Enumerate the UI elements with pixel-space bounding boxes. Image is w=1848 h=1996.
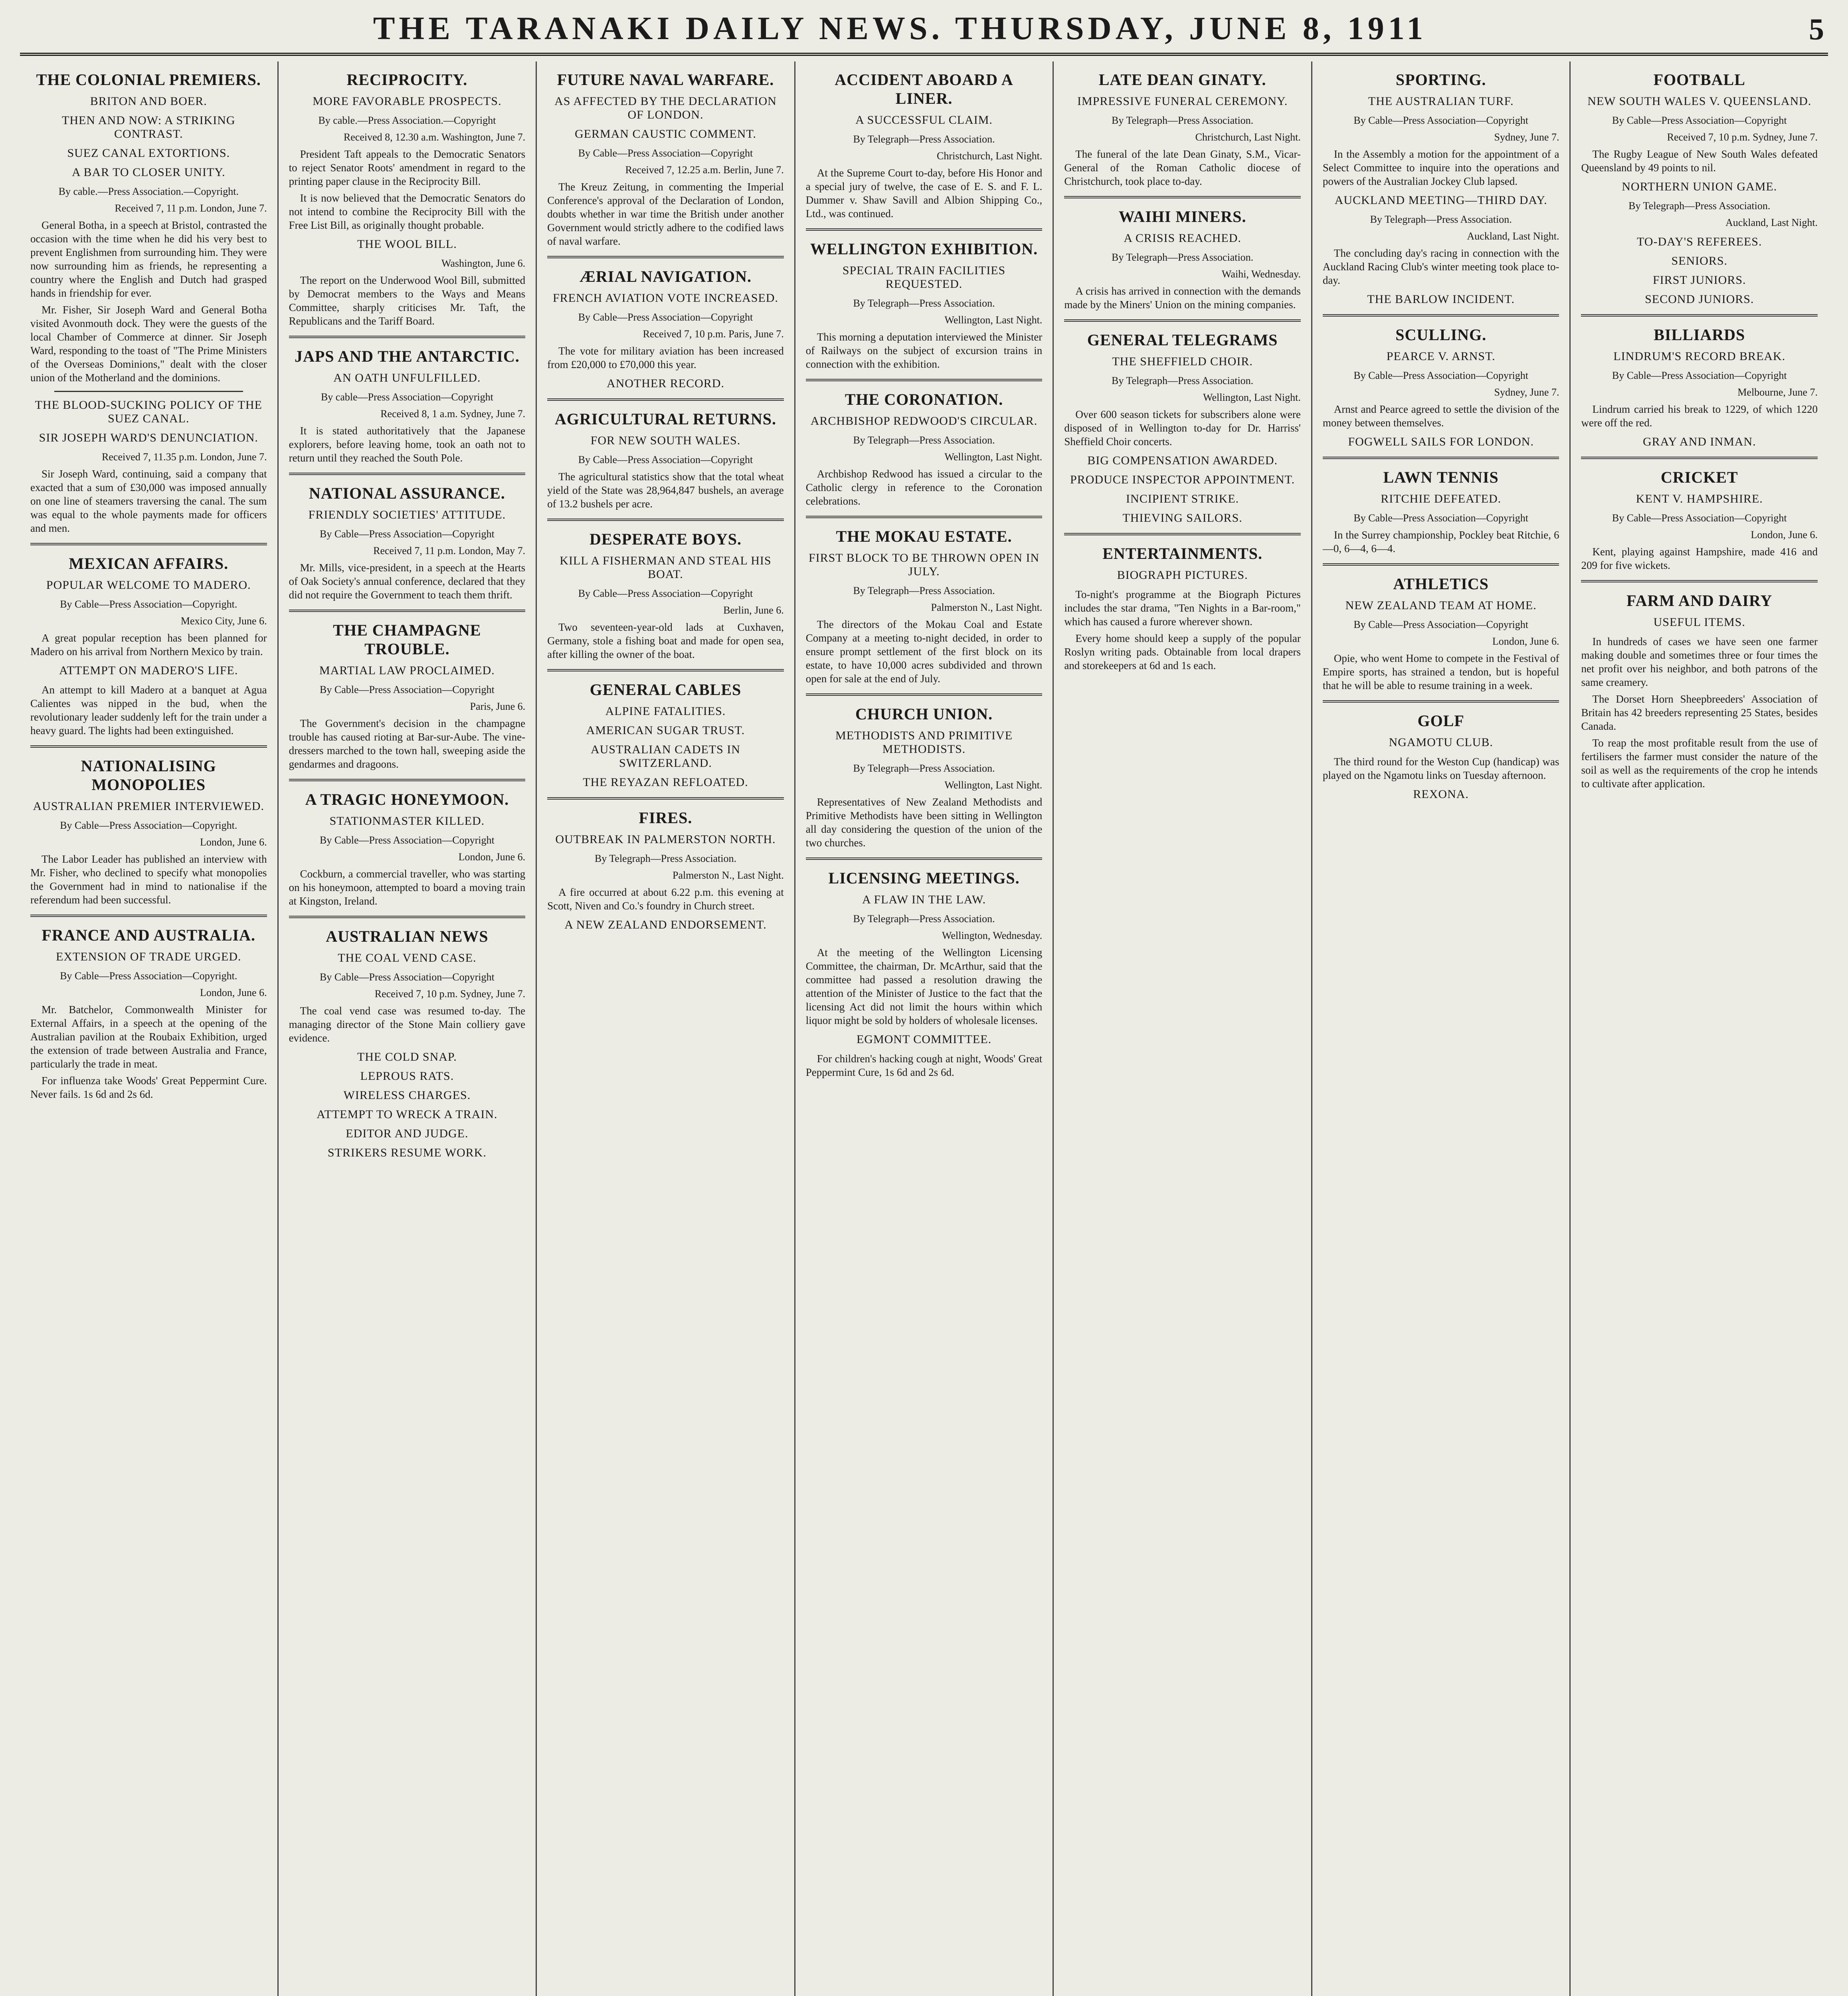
column-rule [54, 391, 243, 392]
section-subhead: FOGWELL SAILS FOR LONDON. [1348, 435, 1534, 448]
article-paragraph: A great popular reception has been planned for Madero on his arrival from Northern Mexico by train. [30, 632, 267, 657]
article-paragraph: A crisis has arrived in connection with the demands made by the Miners' Union on the mining companies. [1064, 285, 1301, 311]
section-headline: FOOTBALL [1653, 71, 1745, 89]
column-rule [547, 398, 784, 401]
column-rule [1323, 563, 1559, 566]
section-headline: WELLINGTON EXHIBITION. [810, 240, 1038, 258]
article-paragraph: Kent, playing against Hampshire, made 416 and 209 for five wickets. [1581, 546, 1818, 571]
section-subhead: ATTEMPT TO WRECK A TRAIN. [317, 1108, 498, 1121]
column-rule [1581, 314, 1818, 317]
byline: By cable—Press Association—Copyright [321, 391, 493, 403]
section-subhead: RITCHIE DEFEATED. [1381, 492, 1502, 505]
dateline: London, June 6. [1492, 636, 1559, 647]
section-subhead: PEARCE V. ARNST. [1386, 350, 1496, 363]
section-subhead: THIEVING SAILORS. [1122, 511, 1243, 525]
article-paragraph: The coal vend case was resumed to-day. The managing director of the Stone Main colliery gave evidence. [289, 1005, 526, 1044]
dateline: Palmerston N., Last Night. [931, 602, 1043, 613]
section-headline: LAWN TENNIS [1383, 468, 1499, 486]
section-subhead: BIG COMPENSATION AWARDED. [1087, 454, 1278, 467]
column-rule [1323, 700, 1559, 703]
section-headline: THE CORONATION. [845, 390, 1003, 408]
section-subhead: AUSTRALIAN CADETS IN SWITZERLAND. [590, 743, 740, 770]
byline: By cable.—Press Association.—Copyright [318, 115, 496, 126]
article-paragraph: For influenza take Woods' Great Peppermint Cure. Never fails. 1s 6d and 2s 6d. [30, 1075, 267, 1100]
dateline: Received 7, 10 p.m. Sydney, June 7. [374, 988, 526, 1000]
byline: By Telegraph—Press Association. [1112, 251, 1254, 263]
byline: By Cable—Press Association—Copyright [1353, 619, 1529, 630]
dateline: London, June 6. [200, 987, 267, 998]
byline: By Telegraph—Press Association. [594, 853, 737, 864]
dateline: Wellington, Last Night. [944, 779, 1043, 791]
dateline: Waihi, Wednesday. [1221, 268, 1301, 280]
section-headline: LICENSING MEETINGS. [828, 869, 1020, 887]
article-paragraph: The Labor Leader has published an interview with Mr. Fisher, who declined to specify what monopolies the Government had in mind to nationalise if the referendum had been successful. [30, 853, 267, 906]
section-subhead: NORTHERN UNION GAME. [1622, 180, 1777, 193]
section-headline: CRICKET [1660, 468, 1738, 486]
section-subhead: NGAMOTU CLUB. [1389, 736, 1493, 749]
section-subhead: A FLAW IN THE LAW. [862, 893, 986, 906]
byline: By cable.—Press Association.—Copyright. [58, 186, 239, 197]
article-paragraph: For children's hacking cough at night, Woods' Great Peppermint Cure, 1s 6d and 2s 6d. [805, 1053, 1043, 1078]
article-paragraph: The report on the Underwood Wool Bill, submitted by Democrat members to the Ways and Means Committee, sharply criticises Mr. Taft, the Republicans and the Tariff Board. [289, 274, 526, 327]
section-subhead: USEFUL ITEMS. [1653, 616, 1745, 629]
section-subhead: THE REYAZAN REFLOATED. [583, 776, 748, 789]
column-rule [806, 693, 1043, 696]
article-paragraph: In the Surrey championship, Pockley beat Ritchie, 6—0, 6—4, 6—4. [1322, 529, 1559, 554]
column-rule [289, 610, 526, 612]
section-subhead: NEW SOUTH WALES V. QUEENSLAND. [1587, 95, 1812, 108]
dateline: Wellington, Last Night. [1203, 392, 1301, 403]
dateline: Wellington, Wednesday. [942, 930, 1043, 941]
article-paragraph: In the Assembly a motion for the appointment of a Select Committee to inquire into the operations and powers of the Australian Jockey Club lapsed. [1322, 148, 1559, 187]
section-subhead: TO-DAY'S REFEREES. [1637, 235, 1762, 248]
dateline: Received 7, 11 p.m. London, June 7. [115, 202, 267, 214]
article-paragraph: In hundreds of cases we have seen one farmer making double and sometimes three or four times the net profit over his neighbor, and both patrons of the same creamery. [1581, 636, 1818, 688]
section-subhead: THE COLD SNAP. [357, 1050, 457, 1063]
article-paragraph: Mr. Mills, vice-president, in a speech at the Hearts of Oak Society's annual conference, declared that they did not require the Government to teach them thrift. [289, 562, 526, 601]
article-paragraph: President Taft appeals to the Democratic Senators to reject Senator Roots' amendment in regard to the printing paper clause in the Reciprocity Bill. [289, 148, 526, 187]
column-rule [547, 256, 784, 258]
section-headline: AGRICULTURAL RETURNS. [554, 410, 777, 428]
page-number: 5 [1809, 13, 1824, 46]
column-rule [547, 519, 784, 521]
column-5 [1054, 61, 1312, 1996]
dateline: Christchurch, Last Night. [1195, 131, 1301, 143]
article-paragraph: Lindrum carried his break to 1229, of which 1220 were off the red. [1581, 403, 1818, 429]
byline: By Telegraph—Press Association. [853, 434, 995, 446]
byline: By Cable—Press Association—Copyright [1353, 115, 1529, 126]
dateline: Christchurch, Last Night. [937, 150, 1043, 162]
section-subhead: MARTIAL LAW PROCLAIMED. [319, 664, 495, 677]
section-subhead: STATIONMASTER KILLED. [329, 814, 485, 828]
section-headline: CHURCH UNION. [855, 705, 993, 723]
masthead [20, 12, 1828, 56]
column-rule [1581, 580, 1818, 582]
article-paragraph: Mr. Fisher, Sir Joseph Ward and General Botha visited Avonmouth dock. They were the guests of the local Chamber of Commerce at dinner. Sir Joseph Ward, responding to the toast of "The Prime Ministers of the Overseas Dominions," dealt with the closer union of the Motherland and the dominions. [30, 304, 267, 384]
article-paragraph: The concluding day's racing in connection with the Auckland Racing Club's winter meeting took place to-day. [1322, 247, 1559, 286]
dateline: Washington, June 6. [441, 257, 526, 269]
byline: By Telegraph—Press Association. [853, 762, 995, 774]
section-subhead: AMERICAN SUGAR TRUST. [586, 724, 745, 737]
section-subhead: SIR JOSEPH WARD'S DENUNCIATION. [39, 431, 258, 444]
byline: By Telegraph—Press Association. [853, 133, 995, 145]
article-paragraph: Cockburn, a commercial traveller, who was starting on his honeymoon, attempted to board a moving train at Kingston, Ireland. [289, 868, 526, 907]
section-headline: FRANCE AND AUSTRALIA. [42, 926, 256, 944]
section-subhead: LEPROUS RATS. [360, 1069, 454, 1083]
section-subhead: GERMAN CAUSTIC COMMENT. [574, 127, 756, 141]
article-paragraph: At the meeting of the Wellington Licensing Committee, the chairman, Dr. McArthur, said that the committee had passed a resolution drawing the attention of the Minister of Justice to the fact that the licensing Act did not limit the hours within which liquor might be sold by holders of wholesale licenses. [805, 947, 1043, 1026]
article-paragraph: Opie, who went Home to compete in the Festival of Empire sports, has strained a tendon, but is hopeful that he will be able to resume training in a week. [1322, 652, 1559, 691]
section-subhead: A BAR TO CLOSER UNITY. [72, 166, 226, 179]
byline: By Cable—Press Association—Copyright [578, 147, 753, 159]
byline: By Cable—Press Association—Copyright. [60, 820, 237, 831]
byline: By Cable—Press Association—Copyright [320, 684, 495, 695]
section-subhead: FRIENDLY SOCIETIES' ATTITUDE. [308, 508, 506, 521]
dateline: Received 8, 1 a.m. Sydney, June 7. [380, 408, 526, 420]
article-paragraph: It is stated authoritatively that the Japanese explorers, before leaving home, took an oath not to return until they reached the South Pole. [289, 425, 526, 464]
section-subhead: ATTEMPT ON MADERO'S LIFE. [59, 664, 238, 677]
section-subhead: REXONA. [1413, 788, 1469, 801]
section-subhead: EXTENSION OF TRADE URGED. [56, 950, 241, 963]
column-rule [30, 543, 267, 545]
dateline: Received 7, 10 p.m. Sydney, June 7. [1667, 131, 1818, 143]
section-headline: FARM AND DAIRY [1626, 592, 1773, 610]
byline: By Cable—Press Association—Copyright. [60, 598, 237, 610]
column-rule [30, 915, 267, 917]
article-paragraph: General Botha, in a speech at Bristol, contrasted the occasion with the time when he did his very best to prevent Englishmen from surrounding him. They were now surrounding him as friends, he representing a country where the English and Dutch had grasped hands in friendship for ever. [30, 219, 267, 299]
section-headline: THE CHAMPAGNE TROUBLE. [333, 621, 481, 658]
section-subhead: EDITOR AND JUDGE. [346, 1127, 469, 1140]
column-rule [1581, 457, 1818, 459]
dateline: Received 8, 12.30 a.m. Washington, June 7. [343, 131, 526, 143]
section-subhead: WIRELESS CHARGES. [343, 1089, 471, 1102]
column-rule [1064, 196, 1301, 198]
byline: By Telegraph—Press Association. [853, 585, 995, 596]
section-subhead: THEN AND NOW: A STRIKING CONTRAST. [62, 114, 235, 141]
byline: By Telegraph—Press Association. [1370, 214, 1512, 225]
column-rule [806, 379, 1043, 381]
column-rule [289, 473, 526, 475]
column-rule [547, 669, 784, 671]
byline: By Cable—Press Association—Copyright. [60, 970, 237, 982]
article-paragraph: To-night's programme at the Biograph Pictures includes the star drama, "Ten Nights in a Bar-room," which has caused a furore wherever shown. [1064, 588, 1301, 628]
article-paragraph: The Rugby League of New South Wales defeated Queensland by 49 points to nil. [1581, 148, 1818, 174]
byline: By Cable—Press Association—Copyright [1612, 370, 1787, 381]
section-subhead: THE COAL VEND CASE. [338, 951, 477, 964]
section-headline: ENTERTAINMENTS. [1102, 545, 1262, 562]
section-headline: GENERAL TELEGRAMS [1087, 331, 1278, 349]
dateline: London, June 6. [458, 851, 526, 863]
dateline: Auckland, Last Night. [1725, 217, 1818, 228]
section-subhead: FIRST JUNIORS. [1653, 273, 1746, 287]
column-rule [289, 916, 526, 918]
section-subhead: STRIKERS RESUME WORK. [327, 1146, 487, 1159]
dateline: Melbourne, June 7. [1737, 386, 1818, 398]
dateline: Palmerston N., Last Night. [672, 869, 784, 881]
byline: By Cable—Press Association—Copyright [320, 528, 495, 540]
column-7 [1571, 61, 1828, 1996]
dateline: Wellington, Last Night. [944, 451, 1043, 463]
byline: By Telegraph—Press Association. [1112, 115, 1254, 126]
article-paragraph: The funeral of the late Dean Ginaty, S.M., Vicar-General of the Roman Catholic diocese of Christchurch, took place to-day. [1064, 148, 1301, 187]
section-subhead: BIOGRAPH PICTURES. [1117, 568, 1248, 582]
dateline: Received 7, 10 p.m. Paris, June 7. [643, 328, 784, 340]
dateline: London, June 6. [200, 836, 267, 848]
article-paragraph: Over 600 season tickets for subscribers alone were disposed of in Wellington to-day for Dr. Harriss' Sheffield Choir concerts. [1064, 408, 1301, 448]
column-rule [806, 516, 1043, 518]
section-headline: GOLF [1417, 712, 1464, 730]
article-paragraph: At the Supreme Court to-day, before His Honor and a special jury of twelve, the case of E. S. and F. L. Dummer v. Shaw Savill and Albion Shipping Co., Ltd., was continued. [805, 167, 1043, 220]
section-subhead: SPECIAL TRAIN FACILITIES REQUESTED. [842, 264, 1006, 291]
dateline: Auckland, Last Night. [1467, 230, 1559, 242]
section-subhead: A CRISIS REACHED. [1124, 232, 1241, 245]
section-subhead: NEW ZEALAND TEAM AT HOME. [1345, 599, 1537, 612]
section-headline: JAPS AND THE ANTARCTIC. [294, 347, 520, 365]
article-paragraph: Representatives of New Zealand Methodists and Primitive Methodists have been sitting in Wellington all day considering the question of the union of the two churches. [805, 796, 1043, 849]
section-subhead: THE BLOOD-SUCKING POLICY OF THE SUEZ CANAL. [35, 398, 262, 425]
section-headline: ACCIDENT ABOARD A LINER. [835, 71, 1013, 107]
article-paragraph: The Government's decision in the champagne trouble has caused rioting at Bar-sur-Aube. The vine-dressers marched to the town hall, sweeping aside the gendarmes and dragoons. [289, 717, 526, 770]
masthead-title: THE TARANAKI DAILY NEWS. THURSDAY, JUNE 8, 1911 [373, 10, 1427, 46]
column-rule [806, 857, 1043, 860]
section-headline: SPORTING. [1395, 71, 1486, 89]
section-headline: NATIONALISING MONOPOLIES [81, 757, 216, 794]
section-headline: THE MOKAU ESTATE. [836, 527, 1012, 545]
dateline: Received 7, 12.25 a.m. Berlin, June 7. [625, 164, 784, 176]
article-paragraph: An attempt to kill Madero at a banquet at Agua Calientes was nipped in the bud, when the revolutionary leader suddenly left for the train under a heavy guard. The lights had been extinguished. [30, 684, 267, 737]
article-paragraph: The Dorset Horn Sheepbreeders' Association of Britain has 42 breeders representing 25 States, besides Canada. [1581, 693, 1818, 732]
section-subhead: FRENCH AVIATION VOTE INCREASED. [552, 291, 778, 305]
section-subhead: KENT V. HAMPSHIRE. [1636, 492, 1763, 505]
section-headline: RECIPROCITY. [346, 71, 468, 89]
section-headline: FUTURE NAVAL WARFARE. [557, 71, 774, 89]
dateline: Received 7, 11.35 p.m. London, June 7. [102, 451, 267, 463]
section-subhead: AN OATH UNFULFILLED. [333, 371, 481, 384]
section-subhead: AS AFFECTED BY THE DECLARATION OF LONDON. [554, 95, 777, 121]
section-headline: GENERAL CABLES [590, 681, 742, 699]
byline: By Cable—Press Association—Copyright [1353, 512, 1529, 524]
article-paragraph: Every home should keep a supply of the popular Roslyn writing pads. Obtainable from local drapers and storekeepers at 6d and 1s each. [1064, 632, 1301, 671]
byline: By Cable—Press Association—Copyright [1612, 115, 1787, 126]
section-headline: NATIONAL ASSURANCE. [309, 484, 505, 502]
section-subhead: EGMONT COMMITTEE. [856, 1033, 992, 1046]
column-1 [20, 61, 279, 1996]
article-paragraph: A fire occurred at about 6.22 p.m. this evening at Scott, Niven and Co.'s foundry in Church street. [547, 886, 784, 912]
section-subhead: SENIORS. [1671, 254, 1728, 267]
byline: By Telegraph—Press Association. [1112, 375, 1254, 386]
section-subhead: METHODISTS AND PRIMITIVE METHODISTS. [835, 729, 1013, 756]
section-subhead: FOR NEW SOUTH WALES. [590, 434, 741, 447]
section-headline: DESPERATE BOYS. [589, 530, 742, 548]
section-subhead: GRAY AND INMAN. [1642, 435, 1756, 448]
dateline: Berlin, June 6. [723, 604, 784, 616]
column-rule [547, 797, 784, 800]
section-subhead: PRODUCE INSPECTOR APPOINTMENT. [1070, 473, 1295, 486]
byline: By Cable—Press Association—Copyright [1353, 370, 1529, 381]
article-paragraph: The third round for the Weston Cup (handicap) was played on the Ngamotu links on Tuesday afternoon. [1322, 756, 1559, 781]
column-rule [1064, 319, 1301, 322]
section-subhead: POPULAR WELCOME TO MADERO. [46, 578, 251, 592]
section-subhead: THE WOOL BILL. [357, 238, 457, 251]
column-4 [795, 61, 1054, 1996]
section-headline: LATE DEAN GINATY. [1098, 71, 1266, 89]
section-headline: FIRES. [639, 809, 693, 827]
section-subhead: MORE FAVORABLE PROSPECTS. [313, 95, 502, 108]
article-paragraph: This morning a deputation interviewed the Minister of Railways on the subject of excursion trains in connection with the exhibition. [805, 331, 1043, 370]
byline: By Cable—Press Association—Copyright [320, 971, 495, 983]
column-rule [289, 779, 526, 781]
section-subhead: A NEW ZEALAND ENDORSEMENT. [564, 918, 767, 931]
byline: By Cable—Press Association—Copyright [320, 834, 495, 846]
dateline: Mexico City, June 6. [180, 615, 267, 627]
section-subhead: OUTBREAK IN PALMERSTON NORTH. [555, 833, 776, 846]
article-paragraph: The agricultural statistics show that the total wheat yield of the State was 28,964,847 bushels, an average of 13.2 bushels per acre. [547, 471, 784, 510]
column-rule [30, 745, 267, 748]
section-subhead: AUCKLAND MEETING—THIRD DAY. [1334, 194, 1547, 207]
column-rule [1323, 457, 1559, 459]
byline: By Cable—Press Association—Copyright [1612, 512, 1787, 524]
article-paragraph: Arnst and Pearce agreed to settle the division of the money between themselves. [1322, 403, 1559, 429]
columns [20, 61, 1828, 1996]
column-rule [1323, 314, 1559, 317]
section-subhead: ARCHBISHOP REDWOOD'S CIRCULAR. [810, 414, 1038, 428]
byline: By Telegraph—Press Association. [853, 913, 995, 925]
section-subhead: SECOND JUNIORS. [1645, 293, 1754, 306]
dateline: Sydney, June 7. [1494, 131, 1559, 143]
column-3 [537, 61, 795, 1996]
section-headline: SCULLING. [1395, 326, 1487, 344]
section-headline: WAIHI MINERS. [1118, 208, 1247, 226]
dateline: Paris, June 6. [470, 701, 526, 712]
section-headline: MEXICAN AFFAIRS. [69, 554, 229, 572]
section-subhead: FIRST BLOCK TO BE THROWN OPEN IN JULY. [808, 551, 1040, 578]
article-paragraph: Mr. Batchelor, Commonwealth Minister for External Affairs, in a speech at the opening of the Australian pavilion at the Roubaix Exhibition, urged the extension of trade between Australia and France, particularly the trade in meat. [30, 1004, 267, 1070]
byline: By Cable—Press Association—Copyright [578, 588, 753, 599]
column-rule [806, 228, 1043, 231]
column-2 [279, 61, 537, 1996]
dateline: London, June 6. [1751, 529, 1818, 541]
column-rule [289, 336, 526, 338]
section-subhead: SUEZ CANAL EXTORTIONS. [67, 147, 230, 160]
byline: By Cable—Press Association—Copyright [578, 454, 753, 465]
section-subhead: THE AUSTRALIAN TURF. [1368, 95, 1514, 108]
section-headline: ATHLETICS [1393, 575, 1489, 593]
byline: By Cable—Press Association—Copyright [578, 311, 753, 323]
byline: By Telegraph—Press Association. [853, 297, 995, 309]
byline: By Telegraph—Press Association. [1628, 200, 1771, 212]
article-paragraph: The Kreuz Zeitung, in commenting the Imperial Conference's approval of the Declaration of London, doubts whether in war time the British under another Government would strictly adhere to the codified laws of naval warfare. [547, 181, 784, 247]
section-subhead: BRITON AND BOER. [90, 95, 207, 108]
article-paragraph: Archbishop Redwood has issued a circular to the Catholic clergy in reference to the Coronation celebrations. [805, 468, 1043, 507]
article-paragraph: Two seventeen-year-old lads at Cuxhaven, Germany, stole a fishing boat and made for open sea, after killing the owner of the boat. [547, 621, 784, 660]
column-rule [1064, 533, 1301, 535]
section-subhead: AUSTRALIAN PREMIER INTERVIEWED. [33, 800, 264, 813]
section-headline: A TRAGIC HONEYMOON. [305, 790, 509, 808]
section-subhead: KILL A FISHERMAN AND STEAL HIS BOAT. [560, 554, 772, 581]
section-subhead: IMPRESSIVE FUNERAL CEREMONY. [1077, 95, 1288, 108]
section-subhead: ALPINE FATALITIES. [605, 705, 726, 718]
section-headline: BILLIARDS [1654, 326, 1745, 344]
section-headline: ÆRIAL NAVIGATION. [579, 267, 752, 285]
section-subhead: A SUCCESSFUL CLAIM. [855, 113, 993, 127]
section-headline: THE COLONIAL PREMIERS. [36, 71, 261, 89]
section-subhead: ANOTHER RECORD. [606, 377, 724, 390]
section-subhead: INCIPIENT STRIKE. [1126, 492, 1239, 505]
article-paragraph: The vote for military aviation has been increased from £20,000 to £70,000 this year. [547, 345, 784, 370]
dateline: Received 7, 11 p.m. London, May 7. [373, 545, 526, 556]
section-subhead: THE SHEFFIELD CHOIR. [1112, 355, 1253, 368]
section-headline: AUSTRALIAN NEWS [326, 927, 489, 945]
article-paragraph: Sir Joseph Ward, continuing, said a company that exacted that a sum of £30,000 was imposed annually on one line of steamers traversing the canal. The sum was equal to the whole payments made for officers and men. [30, 468, 267, 534]
article-paragraph: To reap the most profitable result from the use of fertilisers the farmer must consider the nature of the soil as well as the requirements of the crop he intends to cultivate after application. [1581, 737, 1818, 790]
section-subhead: LINDRUM'S RECORD BREAK. [1613, 350, 1786, 363]
dateline: Sydney, June 7. [1494, 386, 1559, 398]
article-paragraph: The directors of the Mokau Coal and Estate Company at a meeting to-night decided, in order to ensure prompt settlement of the first block on its estate, to have 10,000 acres subdivided and thrown open for sale at the end of July. [805, 618, 1043, 685]
column-6 [1312, 61, 1571, 1996]
article-paragraph: It is now believed that the Democratic Senators do not intend to combine the Reciprocity Bill with the Free List Bill, as originally thought probable. [289, 192, 526, 231]
section-subhead: THE BARLOW INCIDENT. [1367, 293, 1515, 306]
dateline: Wellington, Last Night. [944, 314, 1043, 326]
